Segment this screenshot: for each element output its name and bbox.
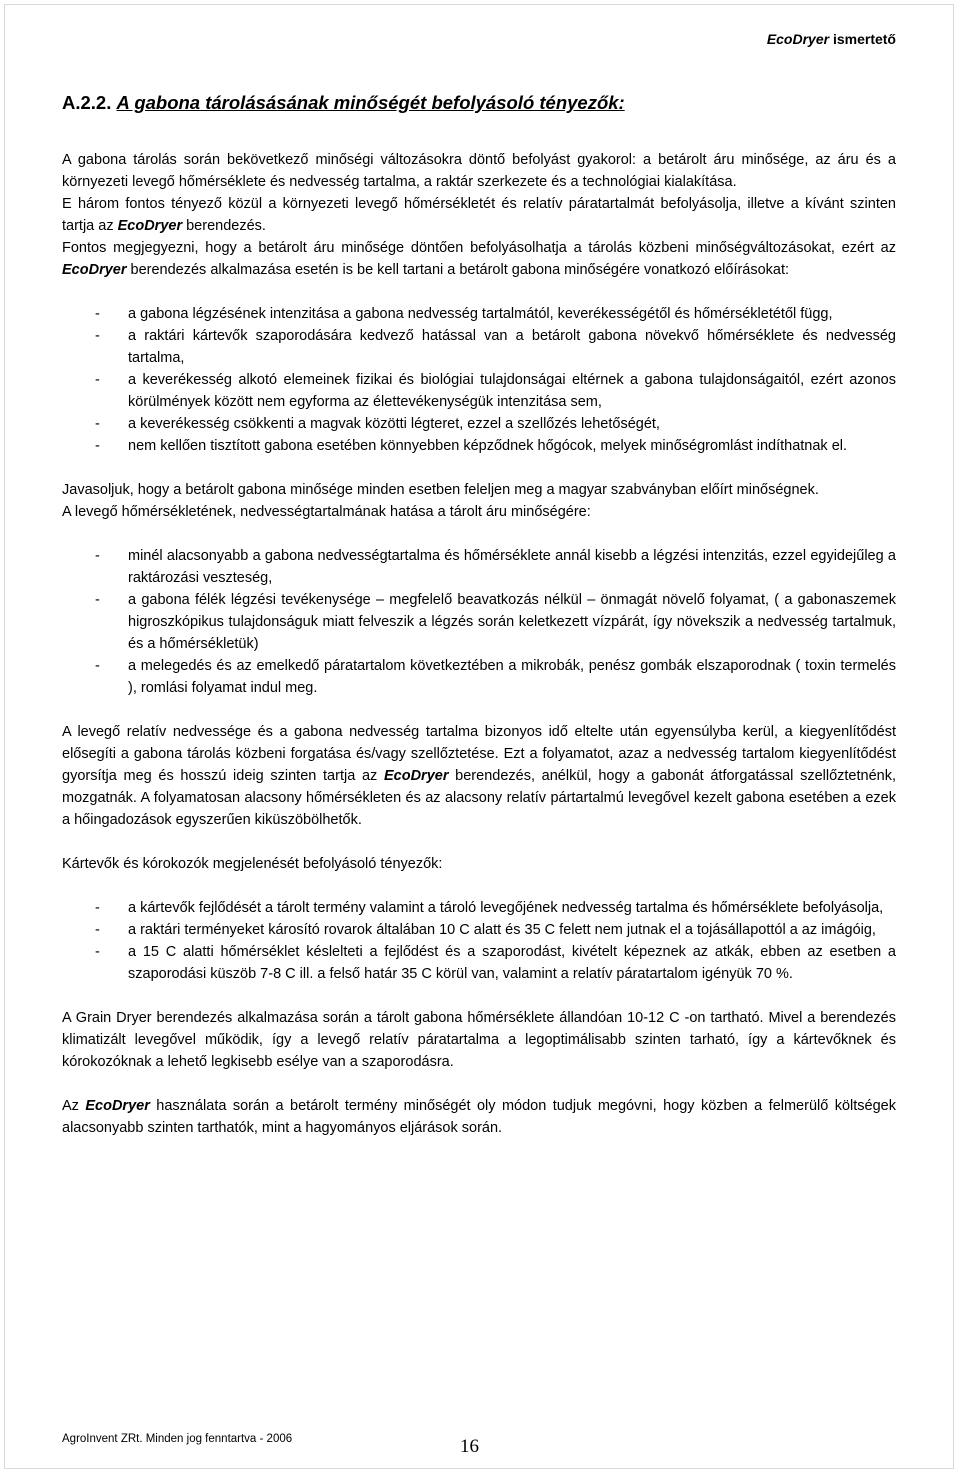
header-brand: EcoDryer (766, 31, 830, 47)
paragraph-1: A gabona tárolás során bekövetkező minőségi változásokra döntő befolyást gyakorol: a betárolt áru minősége, az áru és a környezeti levegő hőmérséklete és nedvesség tartalma, a raktár szerkezete és a technológiai kialakítása. (62, 152, 896, 190)
paragraph-9 (62, 1095, 896, 1139)
section-title: A gabona tárolásásának minőségét befolyásoló tényezők: (116, 92, 625, 113)
paragraph-3-a: Fontos megjegyezni, hogy a betárolt áru minősége döntően befolyásolhatja a tárolás közbeni minőségváltozásokat, ezért az (62, 240, 896, 256)
list-item: - a raktári kártevők szaporodására kedvező hatással van a betárolt gabona növekvő hőmérséklete és nedvesség tartalma, (62, 325, 896, 369)
brand-name: EcoDryer (117, 218, 183, 234)
paragraph-6-a: A levegő relatív nedvessége és a gabona nedvesség tartalma bizonyos idő eltelte után egyensúlyba kerül, a kiegyenlítődést elősegíti a gabona tárolás közbeni forgatása és/vagy szellőztetése. Ezt a folyamatot, azaz a nedvesség tartalom kiegyenlítődést gyorsítja meg és hosszú ideig szinten tartja az (62, 724, 896, 784)
paragraph-9-b: használata során a betárolt termény minőségét oly módon tudjuk megóvni, hogy közben a felmerülő költségek alacsonyabb szinten tarthatók, mint a hagyományos eljárások során. (62, 1098, 896, 1136)
list-item: - a keverékesség alkotó elemeinek fizikai és biológiai tulajdonságai eltérnek a gabona tulajdonságaitól, ezért azonos körülmények között nem egyforma az élettevékenységük intenzitása sem, (62, 369, 896, 413)
paragraph-2-a: E három fontos tényező közül a környezeti levegő hőmérsékletét és relatív páratartalmát befolyásolja, illetve a kívánt szinten tartja az (62, 196, 896, 234)
paragraph-7: Kártevők és kórokozók megjelenését befolyásoló tényezők: (62, 856, 443, 872)
paragraph-3-b: berendezés alkalmazása esetén is be kell tartani a betárolt gabona minőségére vonatkozó előírásokat: (126, 262, 790, 278)
list-item: - a 15 C alatti hőmérséklet késlelteti a fejlődést és a szaporodást, kivételt képeznek az atkák, ebben az esetben a szaporodási küszöb 7-8 C ill. a felső határ 35 C körül van, valamint a relatív páratartalom igényük 70 %. (62, 941, 896, 985)
list-air-effects (62, 545, 896, 699)
list-item: - minél alacsonyabb a gabona nedvességtartalma és hőmérséklete annál kisebb a légzési intenzitás, ezzel egyidejűleg a raktározási veszteség, (62, 545, 896, 589)
paragraph-2-b: berendezés. (182, 218, 266, 234)
brand-name: EcoDryer (85, 1098, 150, 1114)
list-item: - nem kellően tisztított gabona esetében könnyebben képződnek hőgócok, melyek minőségromlást indíthatnak el. (62, 435, 896, 457)
list-item: - a kártevők fejlődését a tárolt termény valamint a tároló levegőjének nedvesség tartalma és hőmérséklete befolyásolja, (62, 897, 896, 919)
paragraph-6-b: berendezés, anélkül, hogy a gabonát átforgatással szellőztetnénk, mozgatnák. A folyamatosan alacsony hőmérsékleten és az alacsony relatív pártartalmú levegővel kezelt gabona esetében a ezek a hőingadozások egyszerűen kiküszöbölhetők. (62, 768, 896, 828)
paragraph-4: Javasoljuk, hogy a betárolt gabona minősége minden esetben feleljen meg a magyar szabványban előírt minőségnek. (62, 482, 819, 498)
paragraph-3 (62, 237, 896, 281)
paragraph-6 (62, 721, 896, 831)
list-pest-factors (62, 897, 896, 985)
list-item: - a gabona légzésének intenzitása a gabona nedvesség tartalmától, keverékességétől és hőmérsékletétől függ, (62, 303, 896, 325)
paragraph-2 (62, 193, 896, 237)
brand-name: EcoDryer (383, 768, 449, 784)
list-item: - a melegedés és az emelkedő páratartalom következtében a mikrobák, penész gombák elszaporodnak ( toxin termelés ), romlási folyamat indul meg. (62, 655, 896, 699)
page-header (767, 31, 896, 47)
paragraph-9-a: Az (62, 1098, 86, 1114)
list-item: - a gabona félék légzési tevékenysége – megfelelő beavatkozás nélkül – önmagát növelő folyamat, ( a gabonaszemek higroszkópikus tulajdonságuk miatt felveszik a légzés során keletkezett vízpárát, így növekszik a nedvesség tartalmuk, és a hőmérsékletük) (62, 589, 896, 655)
header-text: ismertető (829, 31, 896, 47)
paragraph-5: A levegő hőmérsékletének, nedvességtartalmának hatása a tárolt áru minőségére: (62, 504, 591, 520)
list-item: - a raktári terményeket károsító rovarok általában 10 C alatt és 35 C felett nem jutnak el a tojásállapottól a az imágóig, (62, 919, 896, 941)
section-heading (62, 92, 896, 114)
list-quality-factors (62, 303, 896, 457)
list-item: - a keverékesség csökkenti a magvak közötti légteret, ezzel a szellőzés lehetőségét, (62, 413, 896, 435)
brand-name: EcoDryer (62, 262, 127, 278)
section-number: A.2.2. (62, 92, 112, 113)
document-body (62, 92, 896, 1139)
footer-copyright: AgroInvent ZRt. Minden jog fenntartva - 2006 (62, 1433, 293, 1445)
paragraph-8: A Grain Dryer berendezés alkalmazása során a tárolt gabona hőmérséklete állandóan 10-12 C -on tartható. Mivel a berendezés klimatizált levegővel működik, így a levegő relatív páratartalma a legoptimálisabb szinten tarható, így a kártevőknek és kórokozóknak a lehető legkisebb esélye van a szaporodásra. (62, 1010, 896, 1070)
page-number: 16 (460, 1436, 479, 1457)
